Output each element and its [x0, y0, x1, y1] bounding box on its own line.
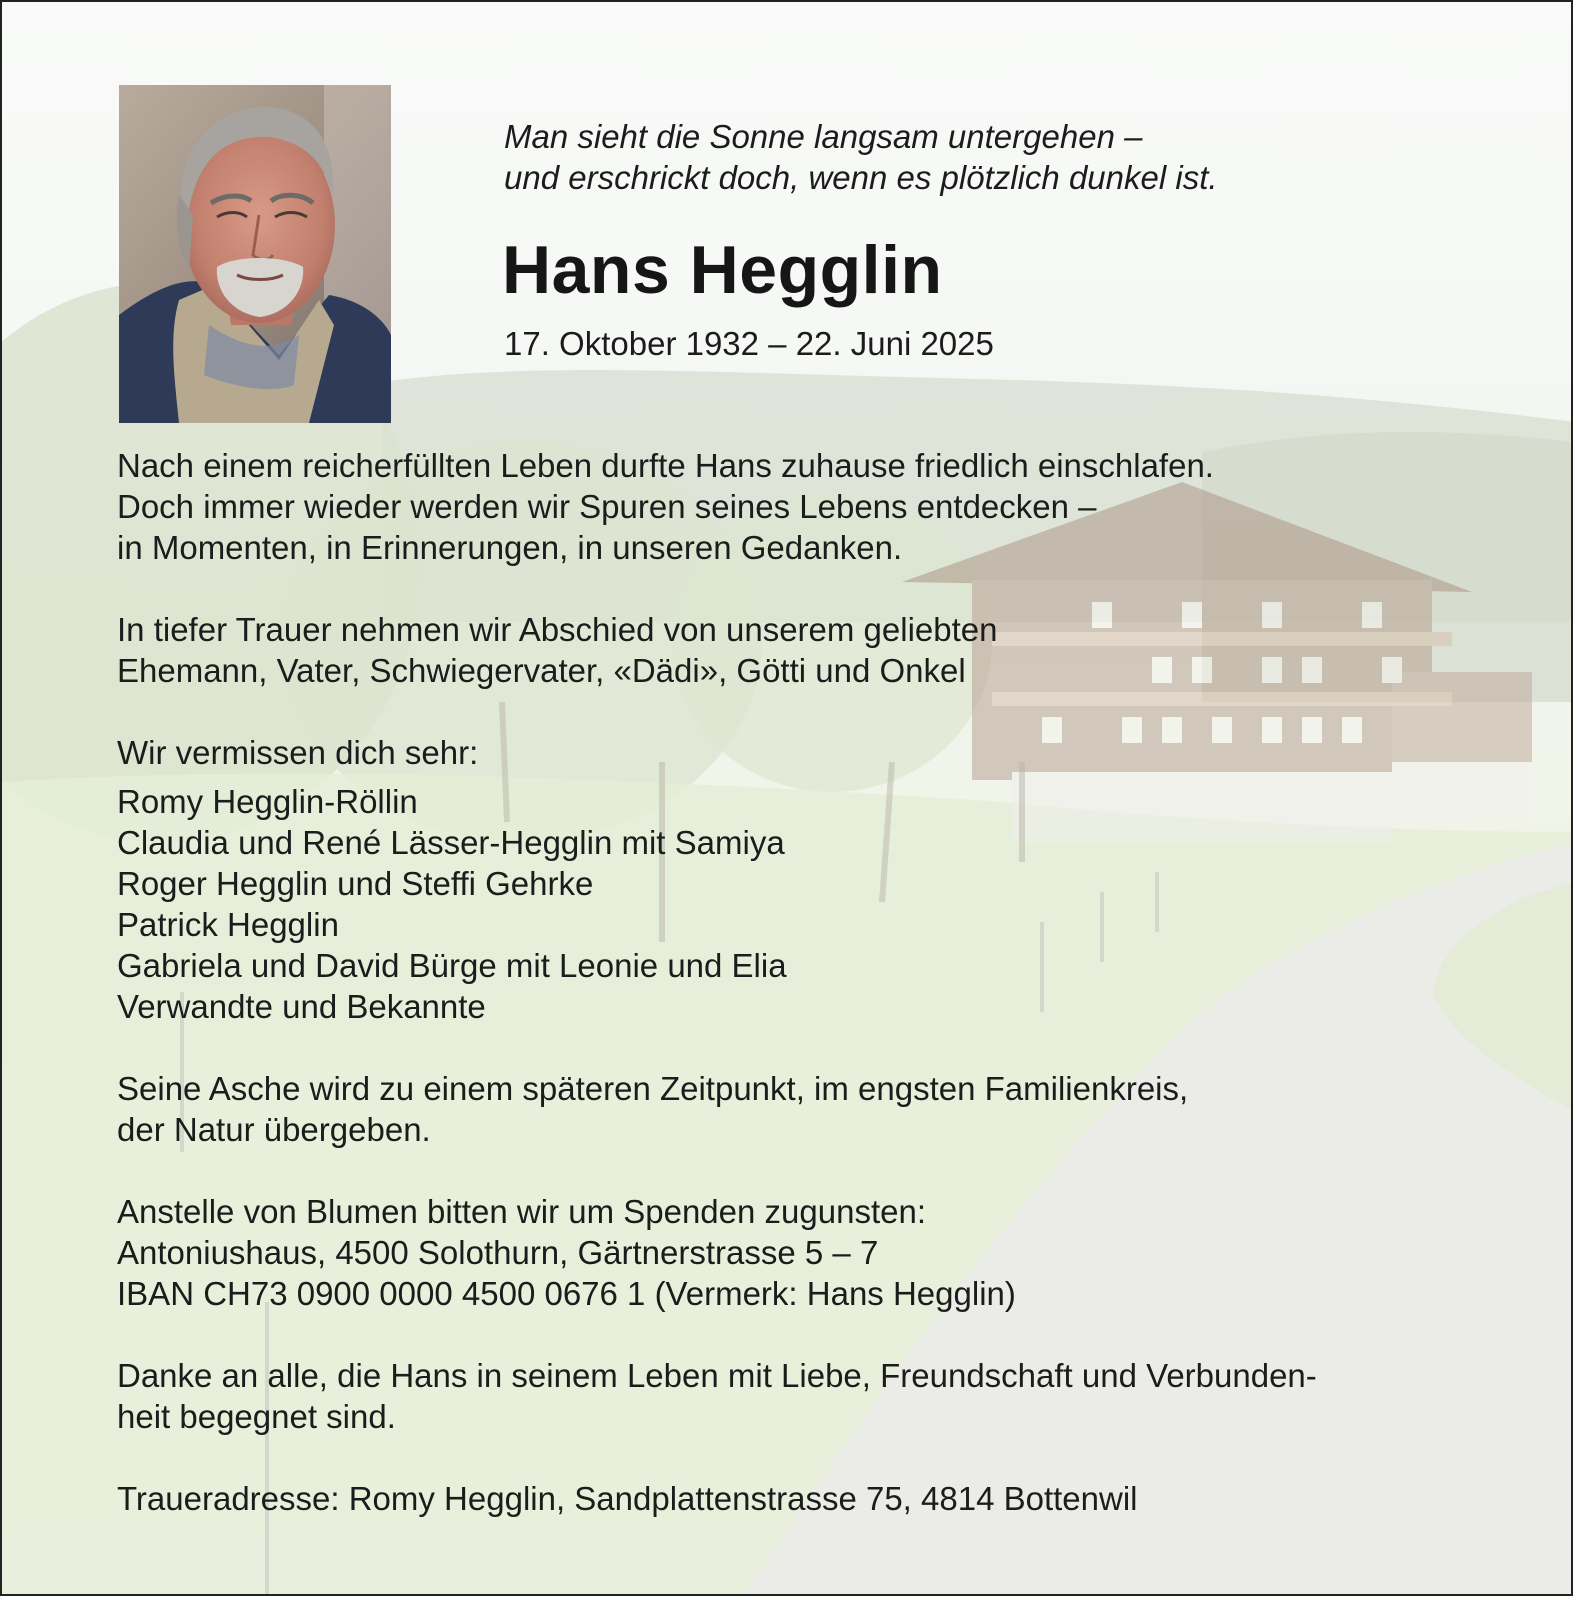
text-line: Traueradresse: Romy Hegglin, Sandplattenstrasse 75, 4814 Bottenwil: [117, 1480, 1138, 1517]
life-dates: 17. Oktober 1932 – 22. Juni 2025: [504, 325, 994, 362]
text-line: Nach einem reicherfüllten Leben durfte Hans zuhause friedlich einschlafen.: [117, 447, 1214, 484]
thanks-paragraph: [117, 1355, 1497, 1437]
memorial-motto: [504, 116, 1454, 198]
ashes-paragraph: [117, 1068, 1497, 1150]
portrait-photo: [119, 85, 391, 423]
deceased-name: Hans Hegglin: [502, 232, 943, 308]
mourner-name: Romy Hegglin-Röllin: [117, 783, 418, 820]
obituary-body: [117, 445, 1497, 1560]
mourner-name: Claudia und René Lässer-Hegglin mit Samiya: [117, 824, 785, 861]
mourner-name: Verwandte und Bekannte: [117, 988, 486, 1025]
motto-line: Man sieht die Sonne langsam untergehen –: [504, 118, 1143, 155]
mourner-name: Patrick Hegglin: [117, 906, 339, 943]
text-line: Doch immer wieder werden wir Spuren seines Lebens entdecken –: [117, 488, 1097, 525]
motto-line: und erschrickt doch, wenn es plötzlich dunkel ist.: [504, 159, 1218, 196]
text-line: Antoniushaus, 4500 Solothurn, Gärtnerstrasse 5 – 7: [117, 1234, 879, 1271]
intro-paragraph: [117, 445, 1497, 568]
text-line: Wir vermissen dich sehr:: [117, 734, 479, 771]
mourners-list: [117, 781, 1497, 1027]
text-line: der Natur übergeben.: [117, 1111, 431, 1148]
miss-heading: [117, 732, 1497, 773]
mourning-address: [117, 1478, 1497, 1519]
mourner-name: Roger Hegglin und Steffi Gehrke: [117, 865, 594, 902]
text-line: In tiefer Trauer nehmen wir Abschied von unserem geliebten: [117, 611, 998, 648]
text-line: heit begegnet sind.: [117, 1398, 396, 1435]
mourner-name: Gabriela und David Bürge mit Leonie und Elia: [117, 947, 787, 984]
text-line: Ehemann, Vater, Schwiegervater, «Dädi», Götti und Onkel: [117, 652, 966, 689]
text-line: Danke an alle, die Hans in seinem Leben mit Liebe, Freundschaft und Verbunden-: [117, 1357, 1317, 1394]
text-line: IBAN CH73 0900 0000 4500 0676 1 (Vermerk: Hans Hegglin): [117, 1275, 1016, 1312]
farewell-paragraph: [117, 609, 1497, 691]
donation-paragraph: [117, 1191, 1497, 1314]
text-line: Seine Asche wird zu einem späteren Zeitpunkt, im engsten Familienkreis,: [117, 1070, 1189, 1107]
text-line: Anstelle von Blumen bitten wir um Spenden zugunsten:: [117, 1193, 926, 1230]
text-line: in Momenten, in Erinnerungen, in unseren Gedanken.: [117, 529, 903, 566]
